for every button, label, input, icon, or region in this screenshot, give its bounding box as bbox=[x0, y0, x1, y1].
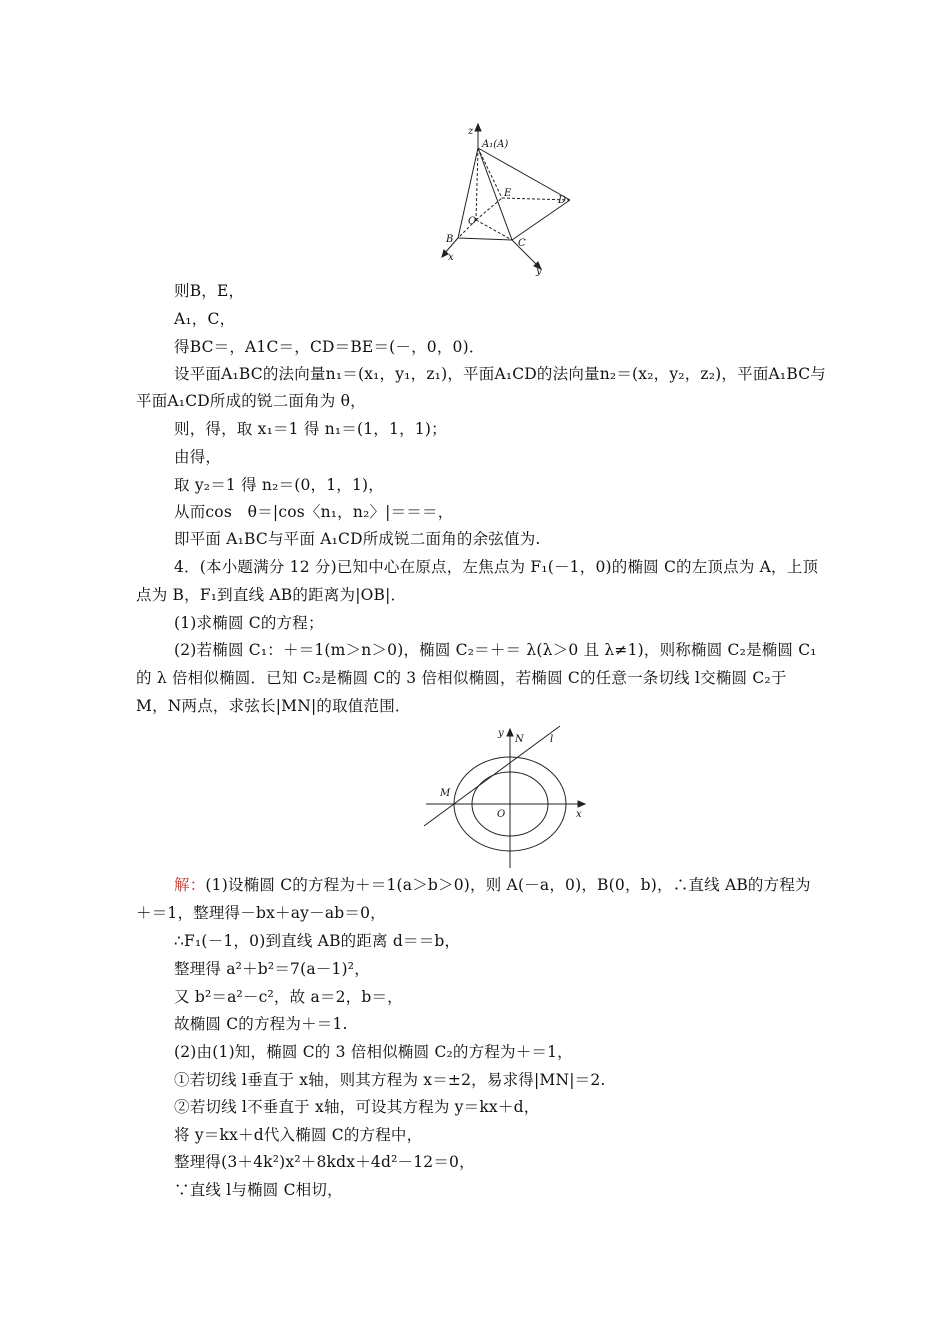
solution1-line: 得BC＝，A1C＝，CD＝BE＝(－，0，0)． bbox=[174, 338, 485, 356]
solution2-first-line bbox=[174, 875, 811, 895]
point-label-m: M bbox=[440, 788, 451, 799]
axis-label-x: x bbox=[576, 809, 582, 820]
axis-label-z: z bbox=[468, 126, 474, 137]
problem4-line: 4．(本小题满分 12 分)已知中心在原点，左焦点为 F₁(－1，0)的椭圆 C的左顶点为 A，上顶 bbox=[174, 558, 819, 576]
vertex-label-a1: A₁(A) bbox=[482, 139, 509, 150]
vertex-label-b: B bbox=[446, 234, 454, 245]
line-label-l: l bbox=[550, 734, 554, 745]
solution2-line: 故椭圆 C的方程为＋＝1. bbox=[174, 1015, 348, 1033]
solution-heading: 解： bbox=[174, 876, 206, 894]
point-label-n: N bbox=[515, 734, 524, 745]
solution2-line: ∵直线 l与椭圆 C相切， bbox=[174, 1181, 343, 1199]
solution2-line: 将 y＝kx＋d代入椭圆 C的方程中， bbox=[174, 1126, 423, 1144]
ellipse-figure bbox=[418, 722, 598, 872]
ellipse-diagram bbox=[418, 722, 598, 872]
pyramid-figure bbox=[430, 120, 580, 280]
vertex-label-o: O bbox=[468, 216, 477, 227]
solution1-line: 平面A₁CD所成的锐二面角为 θ， bbox=[136, 392, 366, 410]
solution2-line: ∴F₁(－1，0)到直线 AB的距离 d＝＝b， bbox=[174, 932, 461, 950]
solution2-line: 整理得 a²＋b²＝7(a－1)²， bbox=[174, 960, 370, 978]
solution1-line: 则B，E， bbox=[174, 282, 245, 300]
vertex-label-d: D bbox=[558, 195, 567, 206]
solution1-line: 取 y₂＝1 得 n₂＝(0，1，1)， bbox=[174, 476, 384, 494]
vertex-label-c: C bbox=[518, 238, 526, 249]
solution2-line: (2)由(1)知，椭圆 C的 3 倍相似椭圆 C₂的方程为＋＝1， bbox=[174, 1043, 573, 1061]
problem4-line: M，N两点，求弦长|MN|的取值范围． bbox=[136, 697, 411, 715]
vertex-label-e: E bbox=[504, 188, 512, 199]
pyramid-diagram bbox=[430, 120, 580, 280]
solution1-line: 即平面 A₁BC与平面 A₁CD所成锐二面角的余弦值为. bbox=[174, 530, 541, 548]
solution1-line: 由得， bbox=[174, 448, 222, 466]
axis-label-x: x bbox=[448, 252, 454, 263]
problem4-line: (1)求椭圆 C的方程； bbox=[174, 614, 324, 632]
solution1-line: 设平面A₁BC的法向量n₁＝(x₁，y₁，z₁)，平面A₁CD的法向量n₂＝(x₂，y₂，z₂)，平面A₁BC与 bbox=[174, 365, 826, 383]
axis-label-y: y bbox=[498, 728, 504, 739]
axis-label-y: y bbox=[536, 266, 542, 277]
solution2-line: 又 b²＝a²－c²，故 a＝2，b＝， bbox=[174, 988, 403, 1006]
solution1-line: 则，得，取 x₁＝1 得 n₁＝(1，1，1)； bbox=[174, 420, 447, 438]
problem4-line: 点为 B，F₁到直线 AB的距离为|OB|． bbox=[136, 586, 407, 604]
solution1-line: 从而cos θ＝|cos〈n₁，n₂〉|＝＝＝， bbox=[174, 503, 454, 521]
solution2-line: ＋＝1，整理得－bx＋ay－ab＝0， bbox=[136, 904, 386, 922]
solution2-line: 整理得(3＋4k²)x²＋8kdx＋4d²－12＝0， bbox=[174, 1153, 475, 1171]
origin-label-o: O bbox=[497, 809, 506, 820]
problem4-line: (2)若椭圆 C₁：＋＝1(m＞n＞0)，椭圆 C₂＝＋＝ λ(λ＞0 且 λ≠1)，则称椭圆 C₂是椭圆 C₁ bbox=[174, 641, 817, 659]
solution2-line: ②若切线 l不垂直于 x轴，可设其方程为 y＝kx＋d， bbox=[174, 1098, 540, 1116]
solution2-line: ①若切线 l垂直于 x轴，则其方程为 x＝±2，易求得|MN|＝2. bbox=[174, 1071, 606, 1089]
solution2-first-rest: (1)设椭圆 C的方程为＋＝1(a＞b＞0)，则 A(－a，0)，B(0，b)，∴直线 AB的方程为 bbox=[205, 876, 811, 894]
problem4-line: 的 λ 倍相似椭圆．已知 C₂是椭圆 C的 3 倍相似椭圆，若椭圆 C的任意一条切线 l交椭圆 C₂于 bbox=[136, 669, 787, 687]
solution1-line: A₁，C， bbox=[174, 310, 236, 328]
